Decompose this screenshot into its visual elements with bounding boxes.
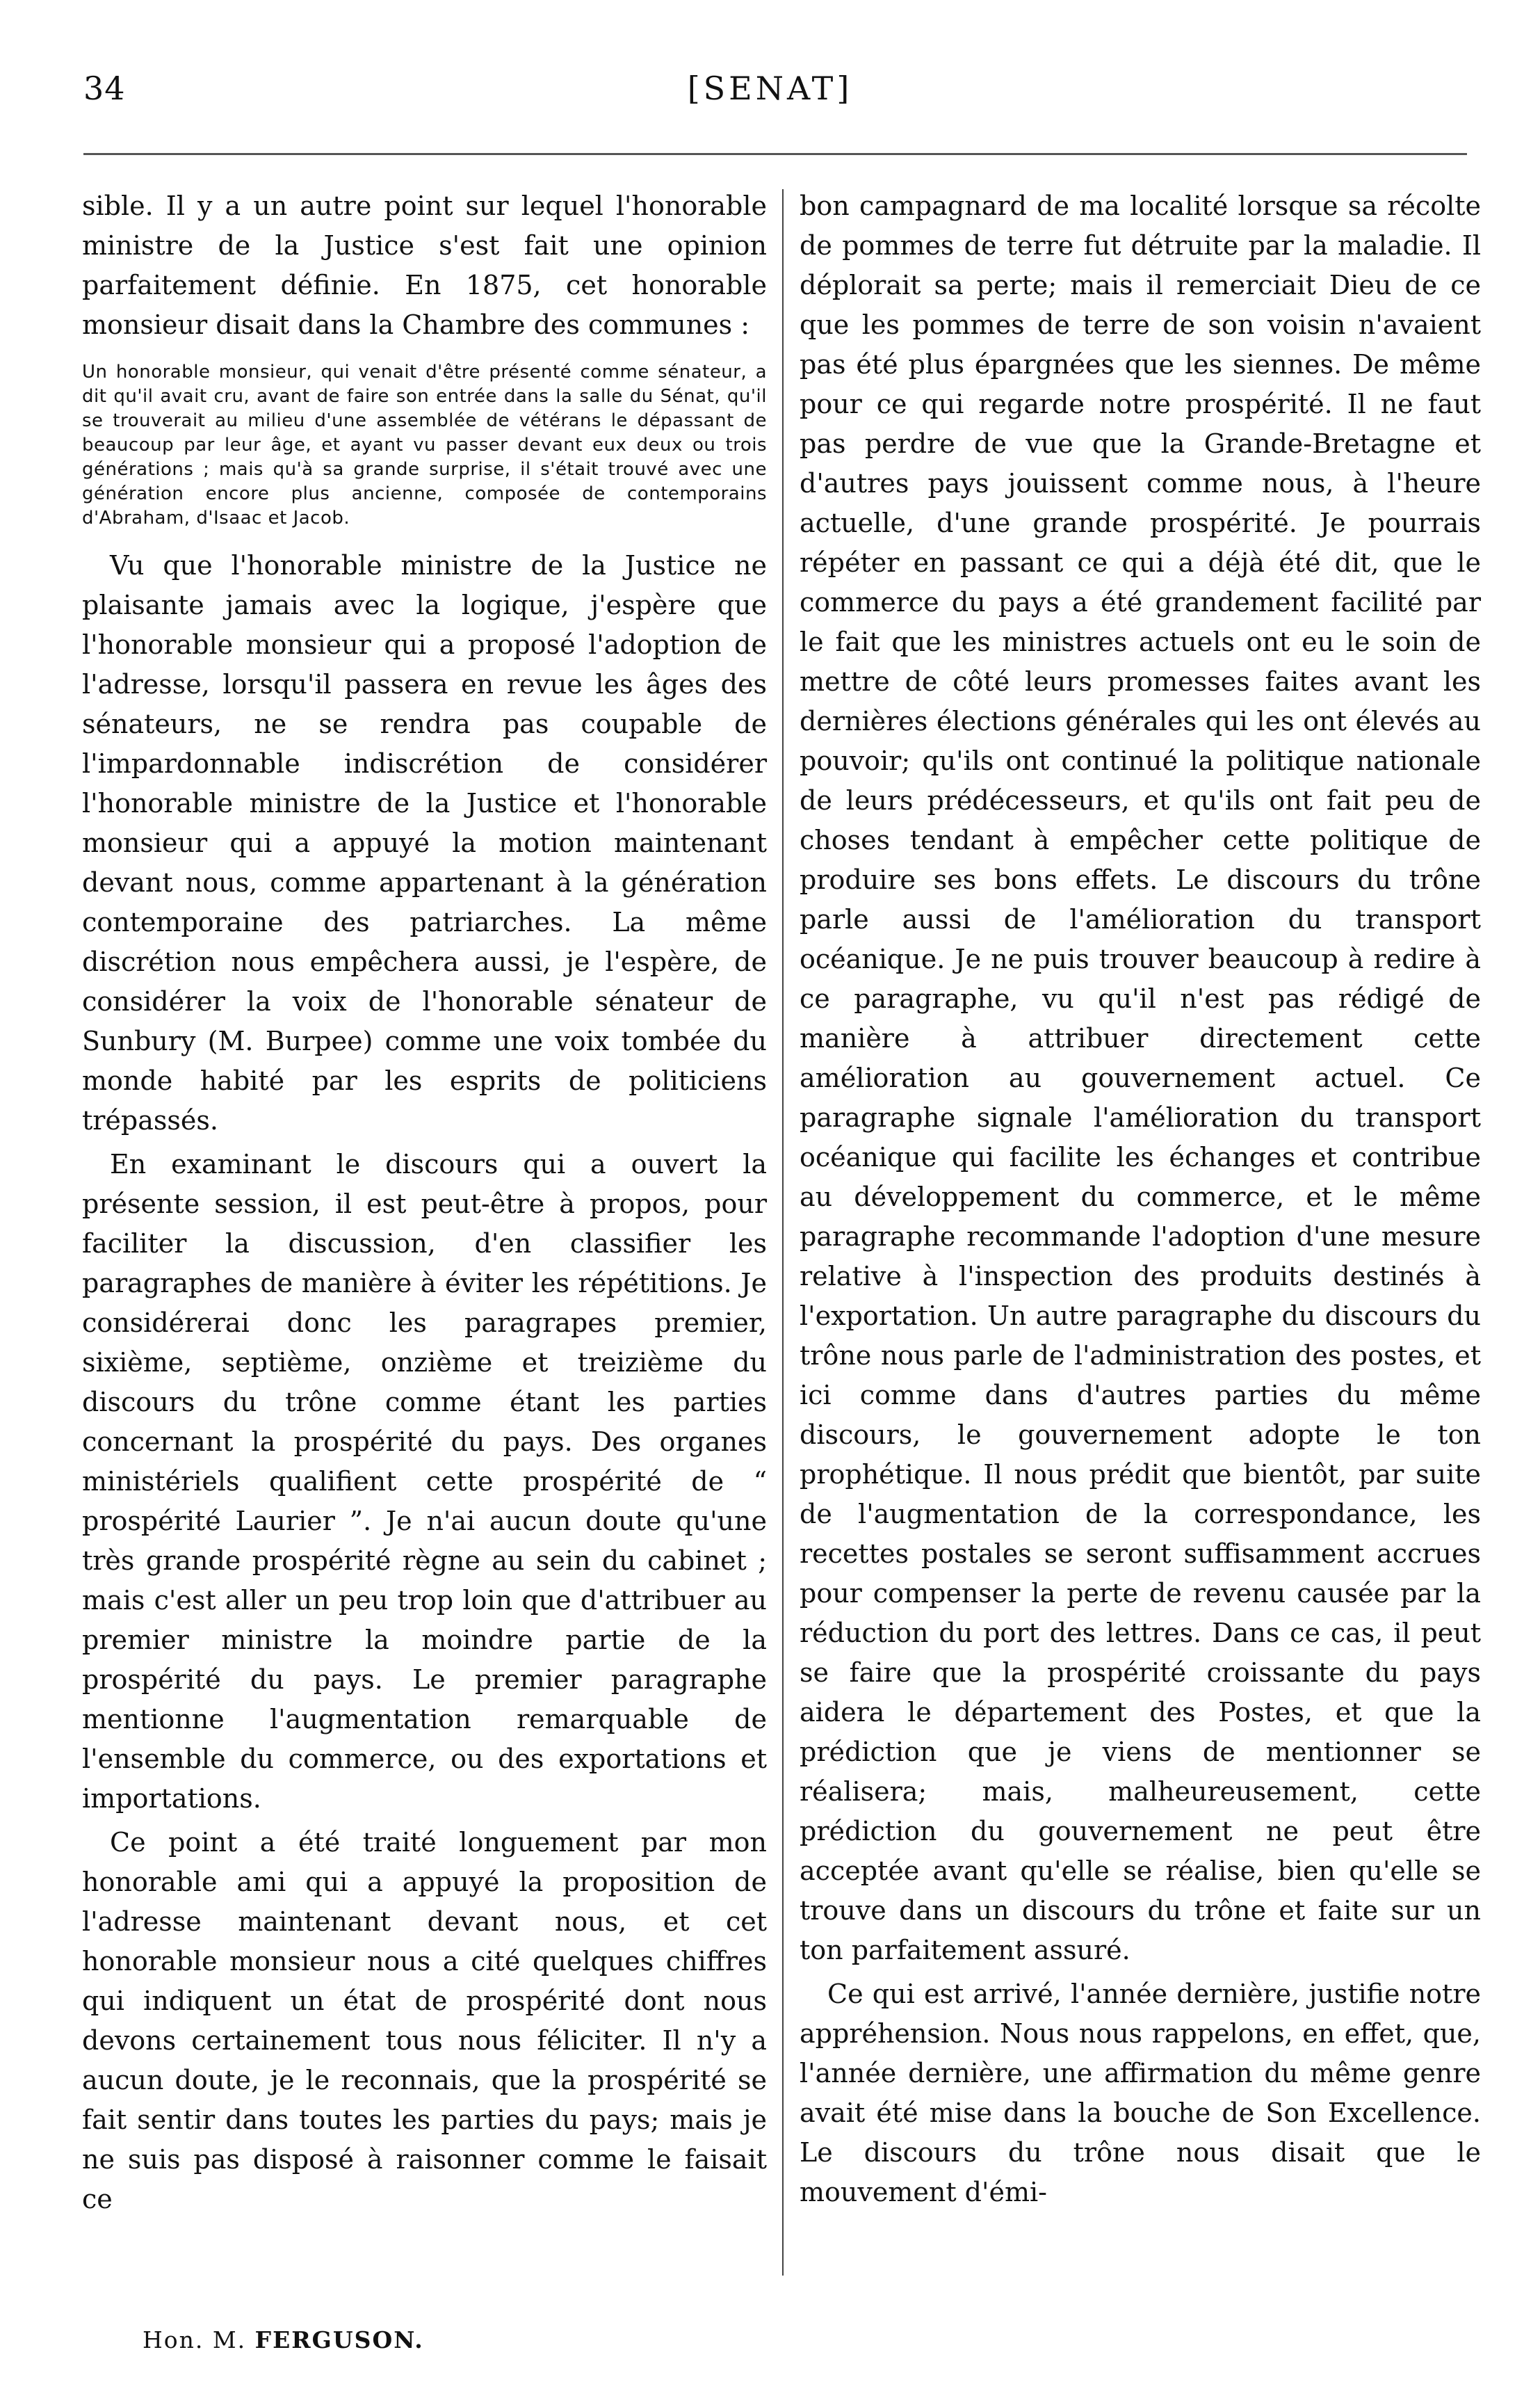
left-paragraph-2: Vu que l'honorable ministre de la Justice ne plaisante jamais avec la logique, j'espère que l'honorable monsieur qui a proposé l'adoption de l'adresse, lorsqu'il passera en revue les âges des sénateurs, ne se rendra pas coupable de l'impardonnable indiscrétion de considérer l'honorable ministre de la Justice et l'honorable monsieur qui a appuyé la motion maintenant devant nous, comme appartenant à la génération contemporaine des patriarches. La même discrétion nous empêchera aussi, je l'espère, de considérer la voix de l'honorable sénateur de Sunbury (M. Burpee) comme une voix tombée du monde habité par les esprits de politiciens trépassés.: [82, 550, 767, 1136]
header-rule: [83, 153, 1467, 155]
page-number: 34: [83, 70, 126, 107]
speaker-prefix: Hon. M.: [143, 2326, 247, 2353]
block-quote: Un honorable monsieur, qui venait d'être présenté comme sénateur, a dit qu'il avait cru, avant de faire son entrée dans la salle du Sénat, qu'il se trouverait au milieu d'une assemblée de vétérans le dépassant de beaucoup par leur âge, et ayant vu passer devant eux deux ou trois générations ; mais qu'à sa grande surprise, il s'était trouvé avec une génération encore plus ancienne, composée de contemporains d'Abraham, d'Isaac et Jacob.: [82, 362, 767, 529]
left-column: [82, 186, 767, 2219]
right-paragraph-2: Ce qui est arrivé, l'année dernière, justifie notre appréhension. Nous nous rappelons, en effet, que, l'année dernière, une affirmation du même genre avait été mise dans la bouche de Son Excellence. Le discours du trône nous disait que le mouvement d'émi-: [800, 1979, 1481, 2207]
left-paragraph-4: Ce point a été traité longuement par mon honorable ami qui a appuyé la proposition de l'adresse maintenant devant nous, et cet honorable monsieur nous a cité quelques chiffres qui indiquent un état de prospérité dont nous devons certainement tous nous féliciter. Il n'y a aucun doute, je le reconnais, que la prospérité se fait sentir dans toutes les parties du pays; mais je ne suis pas disposé à raisonner comme le faisait ce: [82, 1827, 767, 2214]
column-divider: [782, 189, 784, 2276]
right-paragraph-1: bon campagnard de ma localité lorsque sa récolte de pommes de terre fut détruite par la maladie. Il déplorait sa perte; mais il remerciait Dieu de ce que les pommes de terre de son voisin n'avaient pas été plus épargnées que les siennes. De même pour ce qui regarde notre prospérité. Il ne faut pas perdre de vue que la Grande-Bretagne et d'autres pays jouissent comme nous, à l'heure actuelle, d'une grande prospérité. Je pourrais répéter en passant ce qui a déjà été dit, que le commerce du pays a été grandement facilité par le fait que les ministres actuels ont eu le soin de mettre de côté leurs promesses faites avant les dernières élections générales qui les ont élevés au pouvoir; qu'ils ont continué la politique nationale de leurs prédécesseurs, et qu'ils ont fait peu de choses tendant à empêcher cette politique de produire ses bons effets. Le discours du trône parle aussi de l'amélioration du transport océanique. Je ne puis trouver beaucoup à redire à ce paragraphe, vu qu'il n'est pas rédigé de manière à attribuer directement cette amélioration au gouvernement actuel. Ce paragraphe signale l'amélioration du transport océanique qui facilite les échanges et contribue au développement du commerce, et le même paragraphe recommande l'adoption d'une mesure relative à l'inspection des produits destinés à l'exportation. Un autre paragraphe du discours du trône nous parle de l'administration des postes, et ici comme dans d'autres parties du même discours, le gouvernement adopte le ton prophétique. Il nous prédit que bientôt, par suite de l'augmentation de la correspondance, les recettes postales se seront suffisamment accrues pour compenser la perte de revenu causée par la réduction du port des lettres. Dans ce cas, il peut se faire que la prospérité croissante du pays aidera le département des Postes, et que la prédiction que je viens de mentionner se réalisera; mais, malheureusement, cette prédiction du gouvernement ne peut être acceptée avant qu'elle se réalise, bien qu'elle se trouve dans un discours du trône et faite sur un ton parfaitement assuré.: [800, 191, 1481, 1965]
running-title: [SENAT]: [687, 70, 853, 107]
speaker-footer: [143, 2326, 424, 2353]
speaker-name: FERGUSON.: [254, 2326, 424, 2353]
right-column: [800, 186, 1481, 2212]
left-paragraph-3: En examinant le discours qui a ouvert la présente session, il est peut-être à propos, pour faciliter la discussion, d'en classifier les paragraphes de manière à éviter les répétitions. Je considérerai donc les paragrapes premier, sixième, septième, onzième et treizième du discours du trône comme étant les parties concernant la prospérité du pays. Des organes ministériels qualifient cette prospérité de “ prospérité Laurier ”. Je n'ai aucun doute qu'une très grande prospérité règne au sein du cabinet ; mais c'est aller un peu trop loin que d'attribuer au premier ministre la moindre partie de la prospérité du pays. Le premier paragraphe mentionne l'augmentation remarquable de l'ensemble du commerce, ou des exportations et importations.: [82, 1149, 767, 1814]
left-paragraph-1: sible. Il y a un autre point sur lequel l'honorable ministre de la Justice s'est fait une opinion parfaitement définie. En 1875, cet honorable monsieur disait dans la Chambre des communes :: [82, 191, 767, 340]
